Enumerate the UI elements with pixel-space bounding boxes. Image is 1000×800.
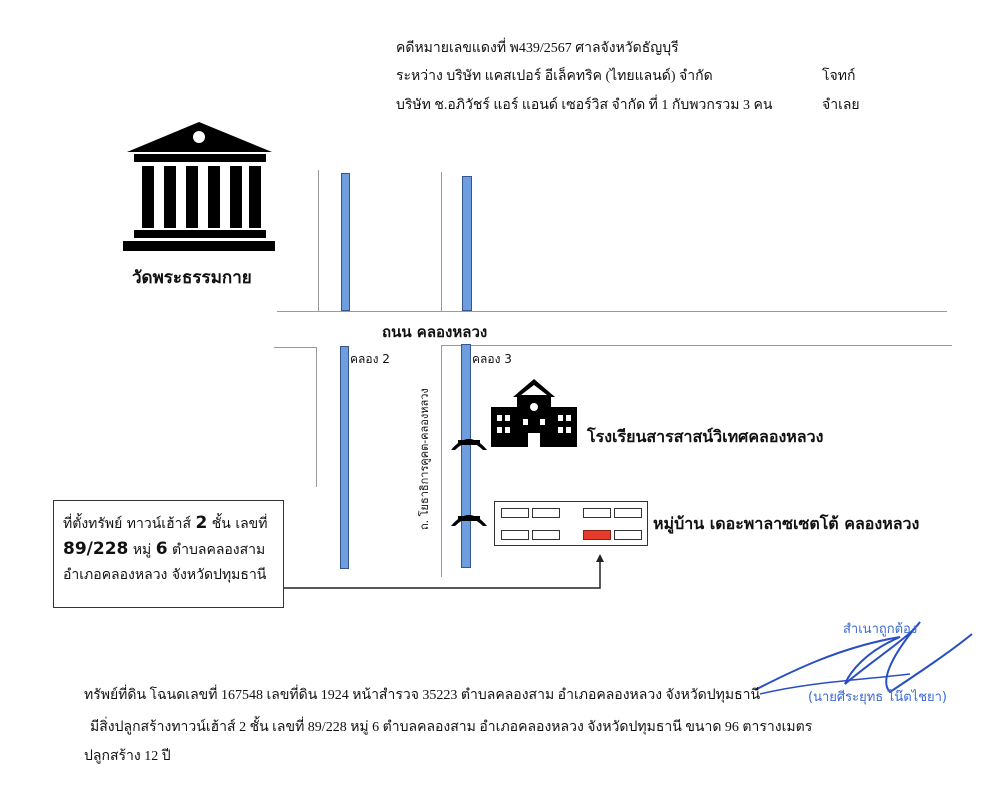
location-line-1 (63, 511, 283, 536)
village-label: หมู่บ้าน เดอะพาลาซเซตโต้ คลองหลวง (653, 514, 920, 533)
bridge-icon (450, 430, 488, 452)
house-unit (583, 508, 611, 518)
side-road-label: ถ. โยธาธิการคูคต-คลองหลวง (418, 388, 431, 530)
canal-3-label: คลอง 3 (472, 350, 512, 369)
school-label: โรงเรียนสารสาสน์วิเทศคลองหลวง (587, 427, 824, 446)
location-line-3: อำเภอคลองหลวง จังหวัดปทุมธานี (63, 567, 267, 583)
road-edge-top (277, 311, 947, 312)
house-unit (501, 508, 529, 518)
location-text: ตำบลคลองสาม (172, 542, 266, 558)
road-line-upper-1 (318, 170, 319, 311)
canal-3-upper (462, 176, 472, 311)
plaintiff-label: โจทก์ (822, 69, 856, 84)
defendant-line: บริษัท ช.อภิวัชร์ แอร์ แอนด์ เซอร์วิส จำกัด ที่ 1 กับพวกรวม 3 คน (396, 98, 773, 113)
pointer-arrow (280, 550, 610, 595)
signer-name: (นายศีระยุทธ โน๊ตไชยา) (808, 690, 948, 705)
road-line-lower-2 (441, 345, 442, 577)
village-block (494, 501, 648, 546)
certified-stamp: สำเนาถูกต้อง (843, 622, 918, 637)
location-text: ที่ตั้งทรัพย์ ทาวน์เฮ้าส์ (63, 516, 192, 532)
house-unit (532, 508, 560, 518)
property-marker (583, 530, 611, 540)
house-unit (532, 530, 560, 540)
canal-2-label: คลอง 2 (350, 350, 390, 369)
location-text: ชั้น เลขที่ (211, 516, 268, 532)
floor-count: 2 (195, 513, 208, 533)
temple-label: วัดพระธรรมกาย (132, 268, 252, 288)
land-title-line: ทรัพย์ที่ดิน โฉนดเลขที่ 167548 เลขที่ดิน 1924 หน้าสำรวจ 35223 ตำบลคลองสาม อำเภอคลองหลวง จังหวัดปทุมธานี (84, 688, 761, 703)
house-unit (614, 530, 642, 540)
school-building-icon (491, 377, 577, 449)
building-age-line: ปลูกสร้าง 12 ปี (84, 749, 171, 764)
canal-3-lower (461, 344, 471, 568)
road-edge-bottom-left (274, 347, 316, 348)
house-unit (501, 530, 529, 540)
moo-number: 6 (155, 539, 168, 559)
temple-building-icon (122, 120, 277, 255)
road-line-lower-1 (316, 347, 317, 487)
house-unit (614, 508, 642, 518)
location-line-2 (63, 536, 283, 563)
road-edge-bottom-right (442, 345, 952, 346)
defendant-label: จำเลย (822, 98, 860, 113)
case-number: คดีหมายเลขแดงที่ พ439/2567 ศาลจังหวัดธัญบุรี (396, 41, 679, 56)
canal-2-lower (340, 346, 349, 569)
location-box (53, 500, 284, 608)
canal-2-upper (341, 173, 350, 311)
main-road-label: ถนน คลองหลวง (382, 323, 488, 341)
road-line-upper-2 (441, 172, 442, 311)
building-line: มีสิ่งปลูกสร้างทาวน์เฮ้าส์ 2 ชั้น เลขที่ 89/228 หมู่ 6 ตำบลคลองสาม อำเภอคลองหลวง จังหวัดปทุมธานี ขนาด 96 ตารางเมตร (90, 720, 813, 735)
house-number: 89/228 (63, 539, 129, 559)
location-text: หมู่ (132, 542, 152, 558)
between-line: ระหว่าง บริษัท แคสเปอร์ อีเล็คทริค (ไทยแลนด์) จำกัด (396, 69, 713, 84)
bridge-icon (450, 506, 488, 528)
